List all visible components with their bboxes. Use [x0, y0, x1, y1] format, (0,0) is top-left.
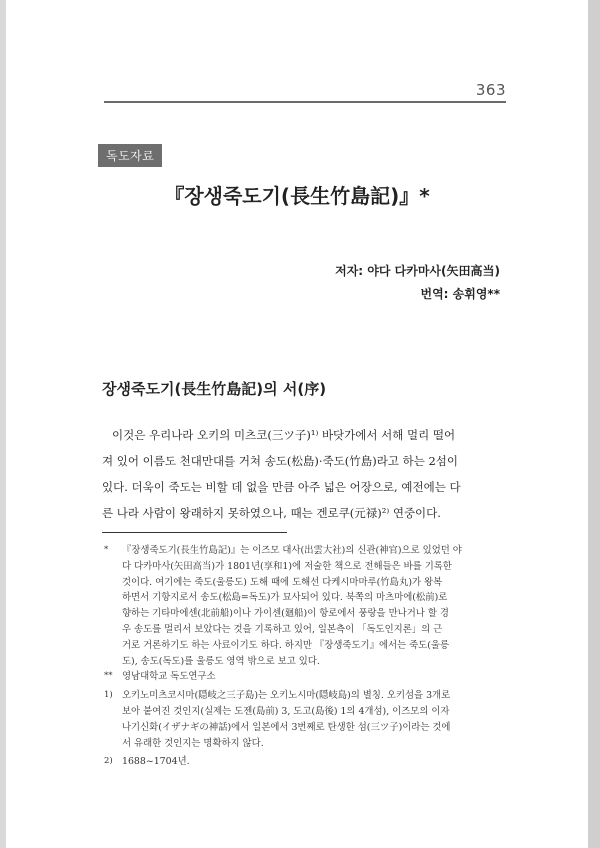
body-line: 있다. 더욱이 죽도는 비할 데 없을 만큼 아주 넓은 어장으로, 예전에는 다: [102, 480, 461, 494]
body-line: 이것은 우리나라 오키의 미츠코(三ツ子)¹⁾ 바닷가에서 서해 멀리 떨어: [112, 428, 456, 442]
page-edge: [588, 0, 600, 848]
header-rule: [104, 101, 506, 103]
footnote-divider: [102, 532, 287, 533]
book-page: [6, 0, 588, 848]
footnote-mark: *: [104, 545, 109, 555]
footnote: [102, 688, 516, 751]
author-line: 저자: 야다 다카마사(矢田高当): [335, 264, 500, 278]
footnote-line: 도), 송도(독도)를 울릉도 영역 밖으로 보고 있다.: [122, 655, 320, 667]
body-paragraph: [102, 422, 512, 526]
footnote-line: 우 송도를 멀리서 보았다는 것을 기록하고 있어, 일본측이 「독도인지론」의 근: [122, 623, 443, 635]
body-line: 져 있어 이름도 천대만대를 거쳐 송도(松島)·죽도(竹島)라고 하는 2섬이: [102, 454, 459, 468]
footnote-line: 향하는 기타마에센(北前船)이나 가이센(廻船)이 항로에서 풍랑을 만나거나 할 경: [122, 608, 449, 620]
footnote-line: 『장생죽도기(長生竹島記)』는 이즈모 대사(出雲大社)의 신관(神官)으로 있었던 야: [122, 545, 462, 556]
footnote-mark: **: [104, 671, 113, 682]
footnote: [102, 543, 516, 669]
section-tag: 독도자료: [98, 144, 162, 167]
translator-line: 번역: 송휘영**: [420, 287, 500, 301]
footnote-line: 것이다. 여기에는 죽도(울릉도) 도해 때에 도해선 다케시마마루(竹島丸)가 왕복: [122, 576, 443, 588]
article-title: 『장생죽도기(長生竹島記)』*: [164, 184, 430, 208]
page-number: 363: [475, 81, 506, 99]
footnotes: [102, 543, 516, 770]
footnote-line: 하면서 기항지로서 송도(松島=독도)가 묘사되어 있다. 북쪽의 마츠마에(松前)로: [122, 592, 448, 604]
footnote-line: 영남대학교 독도연구소: [122, 671, 216, 683]
footnote-line: 다 다카마사(矢田高当)가 1801년(享和1)에 저술한 책으로 전해들은 바를 기록한: [122, 560, 452, 572]
footnote: [102, 669, 516, 685]
footnote-line: 오키노미츠코시마(隠岐之三子島)는 오키노시마(隠岐島)의 별칭. 오키섬을 3개로: [122, 690, 451, 702]
section-heading: 장생죽도기(長生竹島記)의 서(序): [102, 380, 327, 398]
footnote-line: 보아 붙여진 것인지(실제는 도젠(島前) 3, 도고(島後) 1의 4개섬), 이즈모의 이자: [122, 705, 450, 717]
footnote-line: 서 유래한 것인지는 명확하지 않다.: [122, 737, 264, 749]
footnote-line: 거로 거론하기도 하는 사료이기도 하다. 하지만 『장생죽도기』에서는 죽도(울릉: [122, 639, 449, 651]
footnote-line: 나기신화(イザナギの神話)에서 일본에서 3번째로 탄생한 섬(三ツ子)이라는 것에: [122, 721, 451, 733]
footnote-mark: 2): [104, 756, 113, 767]
footnote-line: 1688~1704년.: [122, 756, 190, 768]
footnote-mark: 1): [104, 690, 113, 701]
footnote: [102, 754, 516, 770]
body-line: 른 나라 사람이 왕래하지 못하였으나, 때는 겐로쿠(元禄)²⁾ 연중이다.: [102, 506, 441, 520]
